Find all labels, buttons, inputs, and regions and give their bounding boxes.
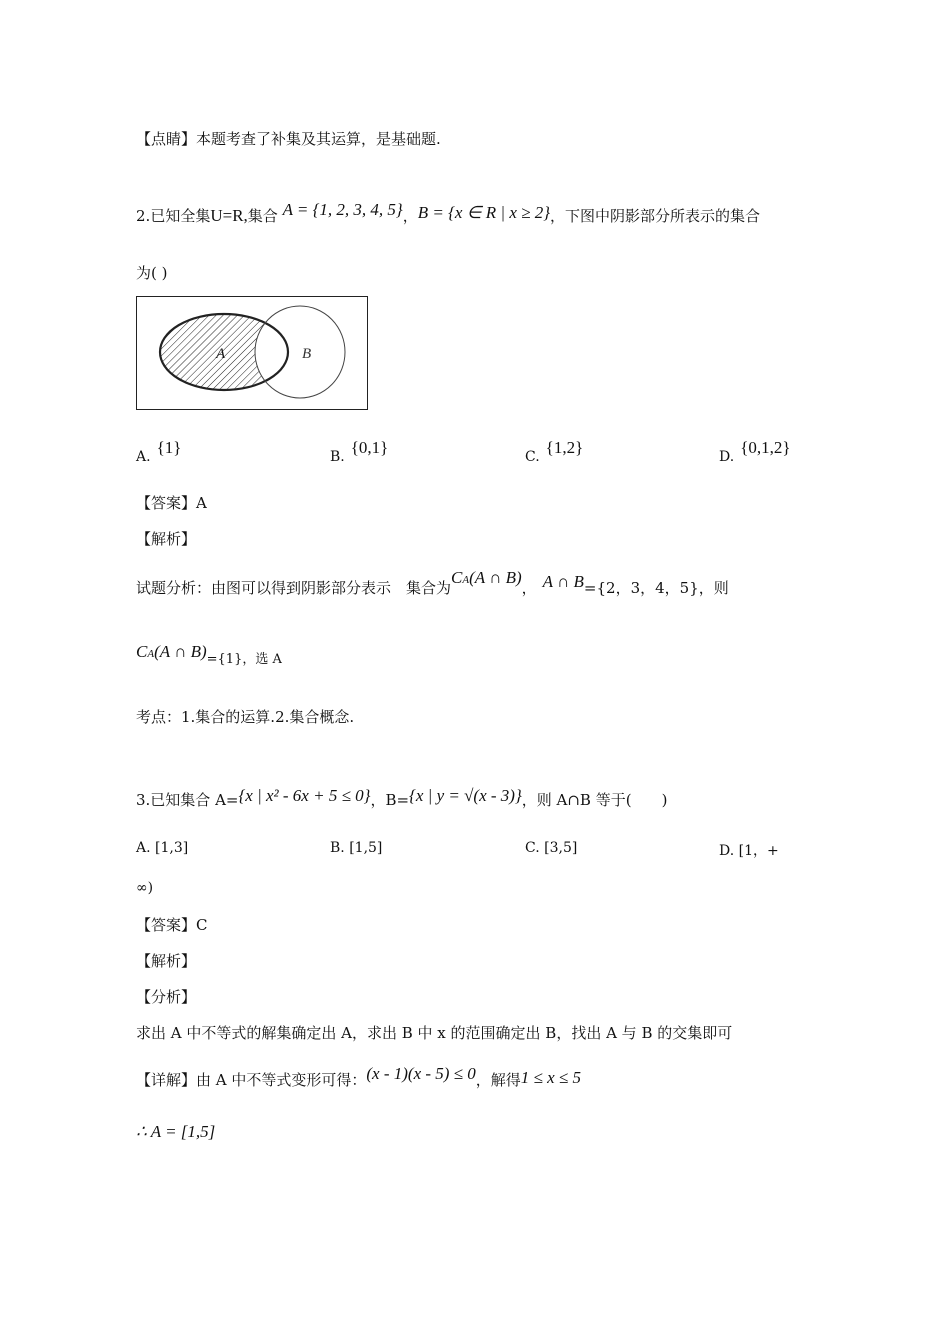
q2-analysis-heading: 【解析】 [136,530,197,548]
detail-text: ， [521,579,537,597]
option-value: [3,5] [544,840,578,856]
q2-stem [136,200,761,226]
option-value: [1,3] [155,840,189,856]
detail-text: ，解得 [475,1071,521,1089]
detail-text: 【详解】由 A 中不等式变形可得： [136,1071,367,1089]
q2-detail [136,568,729,598]
q2-option-a[interactable] [136,438,182,466]
expr-sub: A [462,574,470,586]
option-label: D. [719,843,735,859]
q3-inequality: (x - 1)(x - 5) ≤ 0 [366,1064,476,1083]
q2-stem-b: 集合 [247,207,278,225]
option-value: [1,5] [349,840,383,856]
q3-therefore [136,1122,215,1142]
q3-fenxi-text: 求出 A 中不等式的解集确定出 A，求出 B 中 x 的范围确定出 B，找出 A 与 B 的交集即可 [136,1024,733,1042]
complement-expr [136,642,207,661]
q3-analysis-heading: 【解析】 [136,952,197,970]
q3-option-d-cont: ∞) [136,880,154,896]
detail-text: ={1}，选 A [206,652,282,667]
venn-diagram [136,296,368,410]
option-label: B. [330,449,345,465]
venn-label-a: A [216,346,226,362]
expr-rest: (A ∩ B) [469,568,522,587]
q3-option-b[interactable] [330,840,382,856]
option-value: {0,1,2} [740,438,791,457]
q2-stem-c: ，下图中阴影部分所表示的集合 [550,207,761,225]
q2-answer: 【答案】A [136,494,207,512]
q3-xiangjie [136,1064,581,1090]
detail-text: ={2，3，4，5}，则 [583,579,729,597]
stem-text: 3.已知集合 A= [136,791,239,809]
q2-option-d[interactable] [719,438,791,466]
expr-sub: A [147,648,155,660]
set-b-circle [255,306,345,398]
option-label: B. [330,840,345,856]
q3-result: ∴ A = [1,5] [136,1122,216,1141]
q2-detail-cont [136,642,282,668]
q3-option-c[interactable] [525,840,577,856]
q2-option-c[interactable] [525,438,584,466]
q3-set-b: {x | y = √(x - 3)} [409,786,522,805]
expr-c: C [136,642,148,661]
venn-label-b: B [302,346,312,362]
q3-fenxi-heading: 【分析】 [136,988,197,1006]
intersection-expr: A ∩ B [542,572,584,591]
option-value: {1} [156,438,182,457]
option-value: [1，+ [738,843,779,859]
complement-expr [451,568,522,587]
q2-comma: ， [402,207,418,225]
expr-rest: (A ∩ B) [154,642,207,661]
q3-option-d[interactable] [719,840,779,860]
option-label: A. [136,449,151,465]
q2-number: 2. [136,207,151,225]
q3-option-a[interactable] [136,840,188,856]
stem-text: ，B= [370,791,410,809]
stem-text: ，则 A∩B 等于( ) [521,791,668,809]
q2-universal: U=R, [210,206,248,225]
q3-answer: 【答案】C [136,916,208,934]
detail-text: 试题分析：由图可以得到阴影部分表示 集合为 [136,579,452,597]
option-label: C. [525,449,540,465]
q2-stem-cont: 为( ) [136,264,168,282]
option-label: A. [136,840,151,856]
q3-solution: 1 ≤ x ≤ 5 [520,1068,581,1087]
option-value: {0,1} [350,438,389,457]
expr-c: C [451,568,463,587]
option-label: D. [719,449,735,465]
q2-stem-a: 已知全集 [150,207,211,225]
q3-set-a: {x | x² - 6x + 5 ≤ 0} [238,786,371,805]
q2-kaodian: 考点：1.集合的运算.2.集合概念. [136,708,355,726]
q2-option-b[interactable] [330,438,389,466]
option-value: {1,2} [545,438,584,457]
q2-set-a: A = {1, 2, 3, 4, 5} [282,200,403,219]
q2-set-b: B = {x ∈ R | x ≥ 2} [417,203,550,222]
option-label: C. [525,840,540,856]
tip-line: 【点睛】本题考查了补集及其运算，是基础题. [136,130,441,148]
q3-stem [136,786,668,810]
